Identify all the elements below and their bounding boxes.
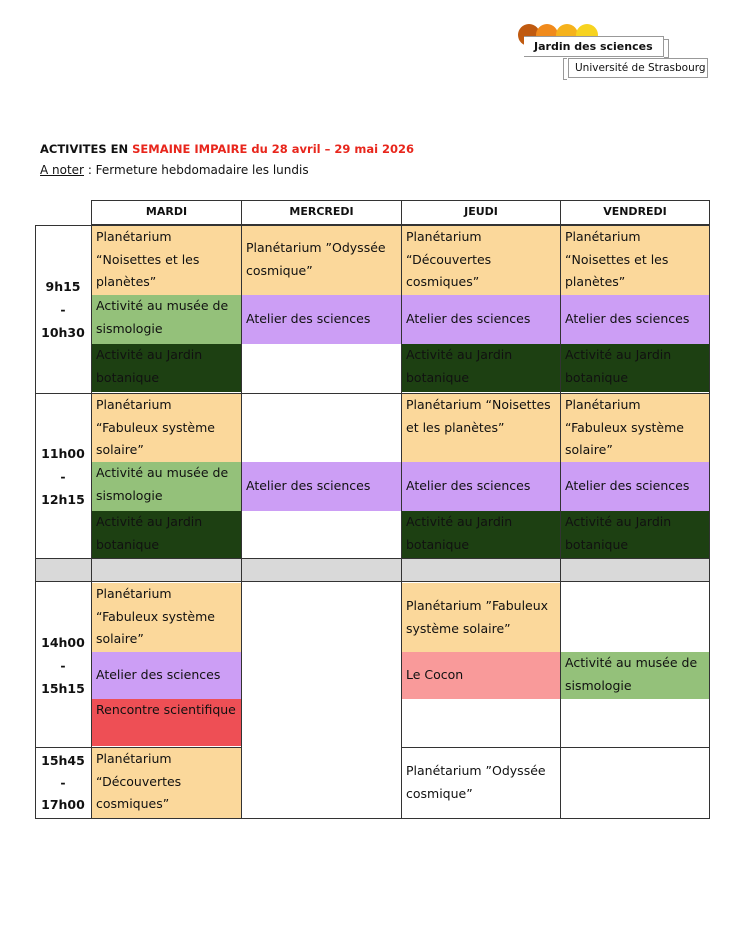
slot2-mardi-musee: Activité au musée de sismologie [92,462,241,511]
header-vendredi: VENDREDI [560,200,710,225]
grid-line [401,200,402,819]
grid-line [560,200,561,819]
slot1-dash: - [60,302,66,317]
lunch-break-row [36,559,709,581]
slot1-vendredi-jardin: Activité au Jardin botanique [561,344,709,392]
slot1-mardi-planetarium: Planétarium “Noisettes et les planètes” [92,226,241,295]
slot1-mercredi-atelier: Atelier des sciences [242,295,401,344]
grid-line [401,747,710,748]
slot2-vendredi-planetarium: Planétarium “Fabuleux système solaire” [561,394,709,462]
grid-line [709,200,710,819]
slot2-mardi-planetarium: Planétarium “Fabuleux système solaire” [92,394,241,462]
slot3-time [35,583,91,747]
logo-university: Université de Strasbourg [568,58,708,78]
note-label: A noter [40,163,84,177]
title-part2: SEMAINE IMPAIRE du 28 avril – 29 mai 2026 [132,142,415,156]
grid-line [35,581,710,582]
slot1-jeudi-planetarium: Planétarium “Découvertes cosmiques” [402,226,560,295]
slot3-mardi-atelier: Atelier des sciences [92,652,241,699]
grid-line [35,558,710,559]
header-mardi: MARDI [91,200,242,225]
header-jeudi: JEUDI [401,200,561,225]
slot2-dash: - [60,468,66,484]
grid-line [91,200,92,819]
slot4-start: 15h45 [41,753,85,768]
slot2-mercredi-atelier: Atelier des sciences [242,462,401,511]
slot1-time [35,226,91,393]
slot1-jeudi-jardin: Activité au Jardin botanique [402,344,560,392]
slot3-mardi-rencontre: Rencontre scientifique [92,699,241,746]
page-title [40,142,414,156]
slot3-jeudi-cocon: Le Cocon [402,652,560,699]
slot4-end: 17h00 [41,797,85,812]
grid-line [241,200,242,819]
grid-line [35,225,710,226]
slot2-end: 12h15 [41,491,85,507]
slot3-dash: - [60,657,66,673]
header-mercredi: MERCREDI [241,200,402,225]
slot2-mardi-jardin: Activité au Jardin botanique [92,511,241,558]
slot4-time [35,748,91,818]
slot2-start: 11h00 [41,445,85,461]
slot3-mardi-planetarium: Planétarium “Fabuleux système solaire” [92,583,241,652]
slot3-jeudi-planetarium: Planétarium ”Fabuleux système solaire” [402,583,560,652]
grid-line [35,818,710,819]
slot1-vendredi-atelier: Atelier des sciences [561,295,709,344]
slot1-vendredi-planetarium: Planétarium “Noisettes et les planètes” [561,226,709,295]
jardin-des-sciences-logo [518,24,708,80]
slot1-mardi-jardin: Activité au Jardin botanique [92,344,241,392]
slot1-mardi-musee: Activité au musée de sismologie [92,295,241,344]
slot2-jeudi-planetarium: Planétarium “Noisettes et les planètes” [402,394,560,462]
slot1-start: 9h15 [45,279,81,294]
slot4-mardi-planetarium: Planétarium “Découvertes cosmiques” [92,748,241,818]
slot1-mercredi-planetarium: Planétarium ”Odyssée cosmique” [242,226,401,295]
slot2-time [35,394,91,558]
slot3-end: 15h15 [41,680,85,696]
closure-note [40,163,309,177]
title-part1: ACTIVITES EN [40,142,133,156]
slot2-vendredi-atelier: Atelier des sciences [561,462,709,511]
slot4-dash: - [60,775,66,790]
slot3-vendredi-musee: Activité au musée de sismologie [561,652,709,699]
slot4-jeudi-planetarium: Planétarium ”Odyssée cosmique” [406,763,546,801]
logo-name: Jardin des sciences [524,36,664,57]
note-text: : Fermeture hebdomadaire les lundis [84,163,309,177]
grid-line [35,393,710,394]
slot2-jeudi-atelier: Atelier des sciences [402,462,560,511]
slot3-start: 14h00 [41,634,85,650]
grid-line [35,747,242,748]
slot2-vendredi-jardin: Activité au Jardin botanique [561,511,709,558]
grid-line [35,225,36,819]
slot1-end: 10h30 [41,325,85,340]
slot2-jeudi-jardin: Activité au Jardin botanique [402,511,560,558]
slot1-jeudi-atelier: Atelier des sciences [402,295,560,344]
